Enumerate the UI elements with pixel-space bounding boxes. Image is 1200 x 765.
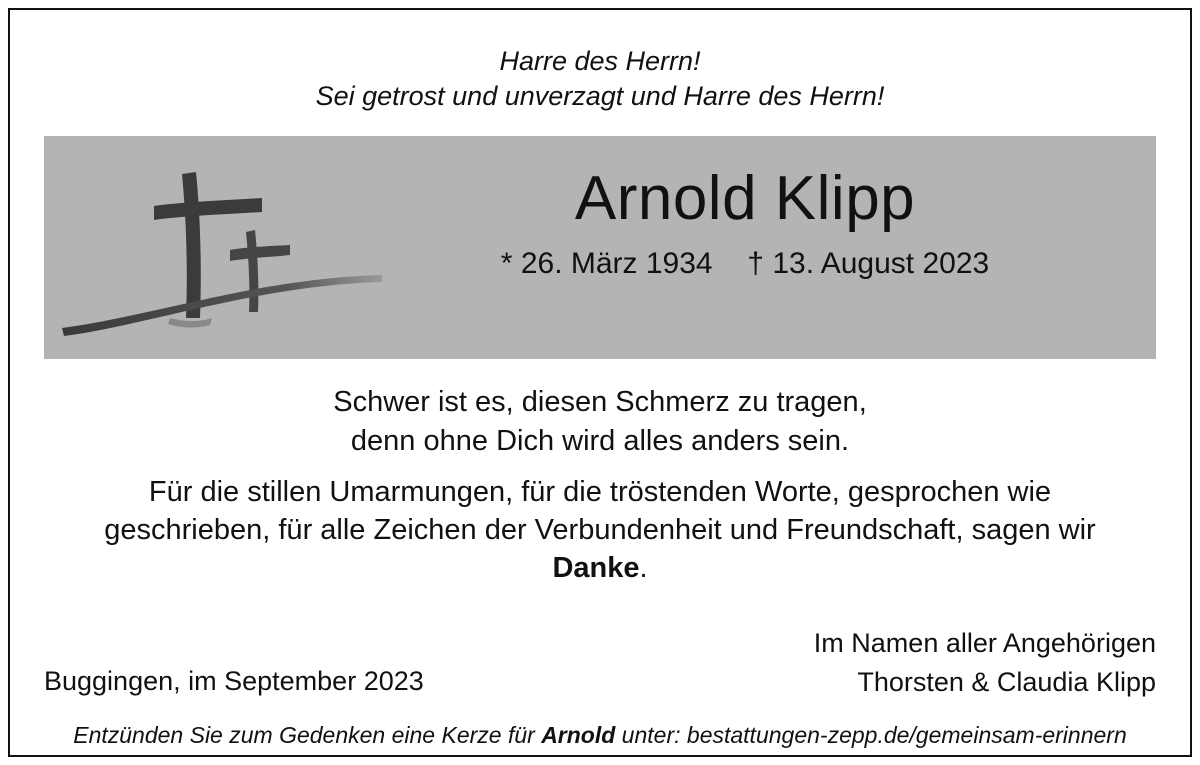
on-behalf-line: Im Namen aller Angehörigen bbox=[813, 628, 1156, 658]
opening-verse bbox=[10, 44, 1190, 114]
thanks-line-1: Für die stillen Umarmungen, für die tröstenden Worte, gesprochen wie bbox=[148, 476, 1052, 509]
signature-block bbox=[10, 624, 1190, 716]
birth-date: 26. März 1934 bbox=[520, 247, 713, 281]
thanks-line-2: geschrieben, für alle Zeichen der Verbundenheit und Freundschaft, sagen wir bbox=[104, 514, 1096, 546]
name-banner bbox=[44, 136, 1156, 359]
family-signature bbox=[814, 624, 1156, 702]
thanks-text bbox=[10, 474, 1190, 587]
candle-footer bbox=[44, 716, 1156, 749]
place-and-date: Buggingen, im September 2023 bbox=[44, 666, 424, 696]
poem-line-1: Schwer ist es, diesen Schmerz zu tragen, bbox=[333, 386, 867, 419]
memorial-poem bbox=[10, 383, 1190, 460]
verse-line-1: Harre des Herrn! bbox=[499, 46, 701, 76]
verse-line-2: Sei getrost und unverzagt und Harre des Herrn! bbox=[315, 81, 885, 112]
footer-middle: unter: bbox=[615, 722, 687, 748]
card-content bbox=[10, 10, 1190, 755]
thanks-line-3 bbox=[10, 550, 1190, 588]
footer-link[interactable]: bestattungen-zepp.de/gemeinsam-erinnern bbox=[686, 722, 1127, 748]
life-dates bbox=[344, 247, 1146, 281]
death-date: 13. August 2023 bbox=[772, 247, 990, 281]
death-symbol: † bbox=[747, 247, 764, 281]
danke-word: Danke bbox=[552, 551, 640, 584]
danke-suffix: . bbox=[639, 551, 648, 584]
family-names: Thorsten & Claudia Klipp bbox=[857, 667, 1156, 698]
content-spacer bbox=[10, 587, 1190, 624]
name-block bbox=[344, 166, 1146, 281]
birth-symbol: * bbox=[500, 247, 513, 281]
footer-prefix: Entzünden Sie zum Gedenken eine Kerze für bbox=[73, 722, 542, 748]
footer-name: Arnold bbox=[541, 722, 616, 748]
poem-line-2: denn ohne Dich wird alles anders sein. bbox=[350, 424, 850, 457]
crosses-icon bbox=[50, 146, 390, 351]
deceased-name: Arnold Klipp bbox=[574, 164, 916, 234]
